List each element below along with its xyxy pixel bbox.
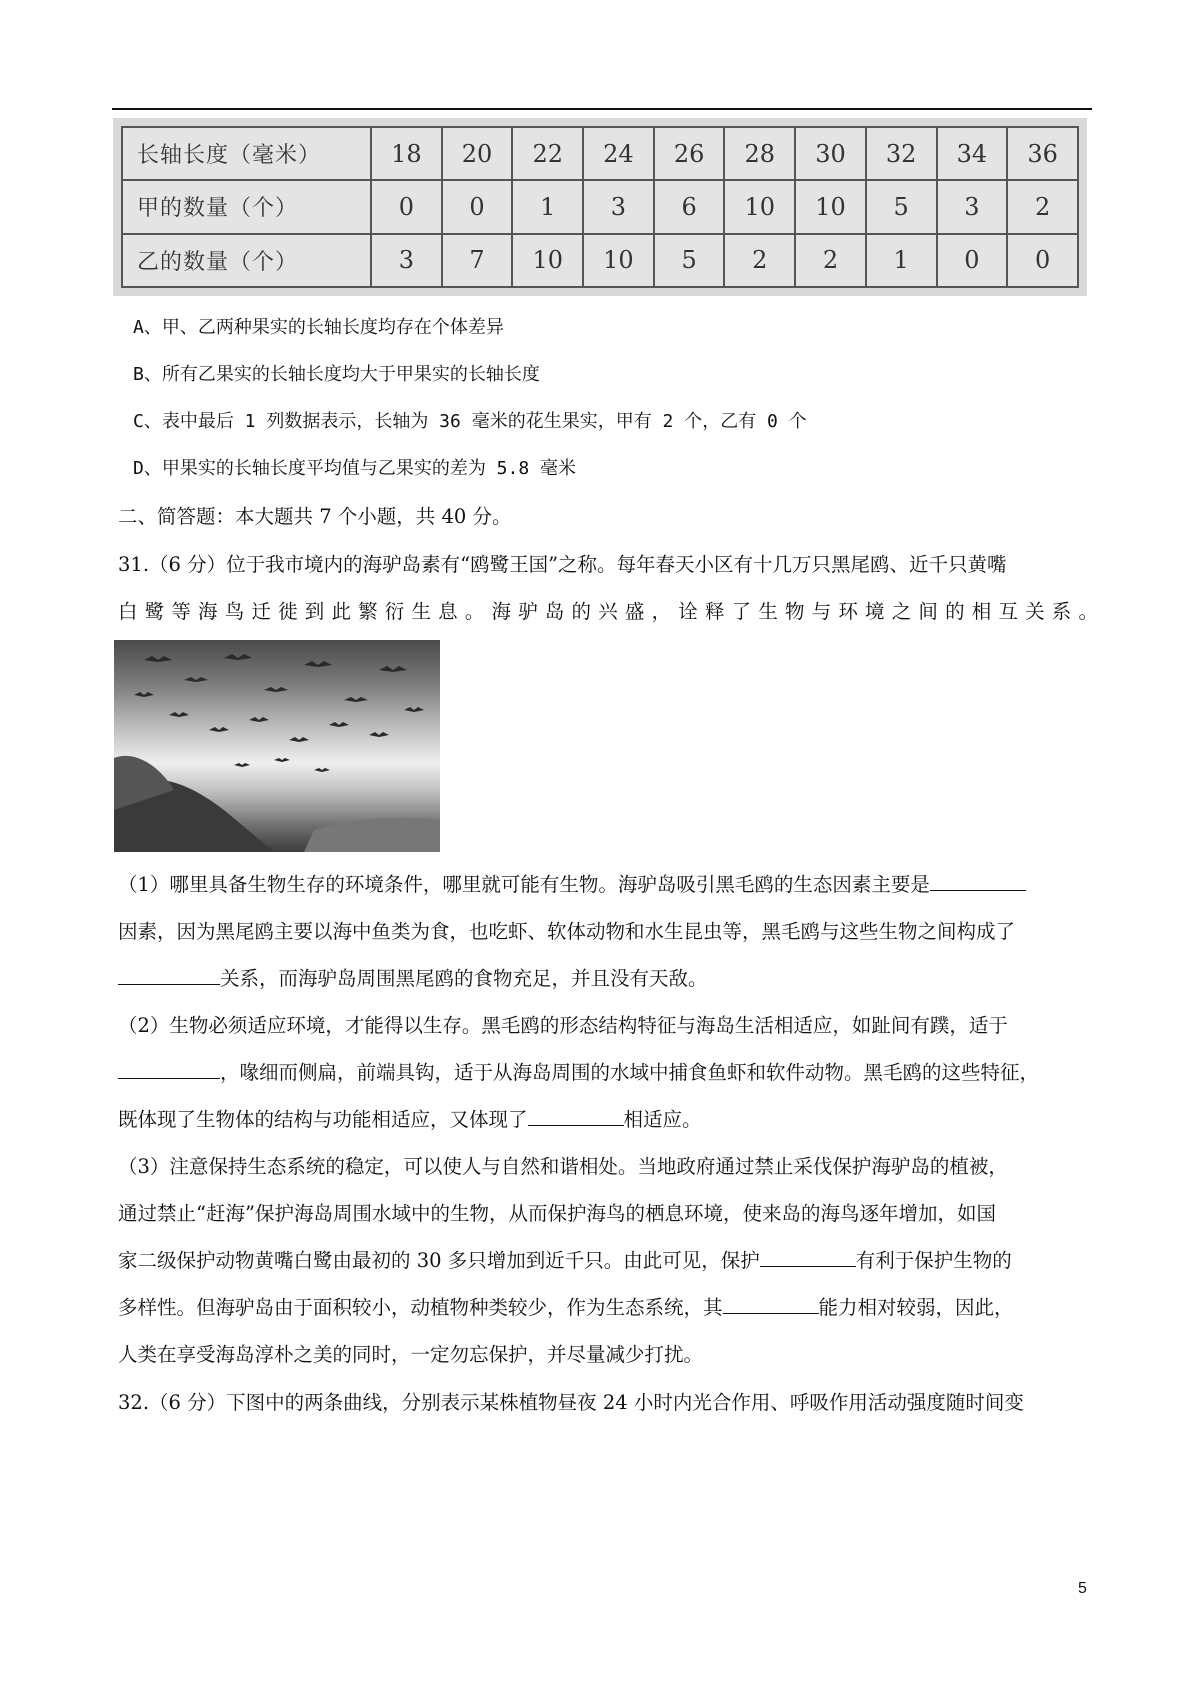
table-cell: 10 [795,180,866,233]
table-cell: 18 [371,127,442,180]
table-cell: 1 [866,234,937,287]
q31-part1-text: 关系，而海驴岛周围黑尾鸥的食物充足，并且没有天敌。 [220,967,708,990]
q31-part3-line4 [118,1293,1098,1323]
q31-part3-line2: 通过禁止“赶海”保护海岛周围水域中的生物，从而保护海鸟的栖息环境，使来岛的海鸟逐年增加，如国 [118,1202,996,1225]
q31-part2-text: 既体现了生物体的结构与功能相适应，又体现了 [118,1108,528,1131]
data-table-image [113,118,1087,296]
q31-part3-text: 多样性。但海驴岛由于面积较小，动植物种类较少，作为生态系统，其 [118,1296,723,1319]
table-header-row [122,127,1078,180]
table-row [122,180,1078,233]
table-cell: 2 [1007,180,1078,233]
table-row [122,234,1078,287]
table-cell: 10 [724,180,795,233]
q31-part2-text: 相适应。 [623,1108,702,1131]
table-cell: 10 [512,234,583,287]
q31-part3-text: 家二级保护动物黄嘴白鹭由最初的 30 多只增加到近千只。由此可见，保护 [118,1249,760,1272]
q31-part1-text: （1）哪里具备生物生存的环境条件，哪里就可能有生物。海驴岛吸引黑毛鸥的生态因素主要是 [118,873,930,896]
q31-part3-line5: 人类在享受海岛淳朴之美的同时，一定勿忘保护，并尽量减少打扰。 [118,1343,704,1366]
q31-part3-text: 有利于保护生物的 [855,1249,1012,1272]
table-cell: 26 [654,127,725,180]
table-cell: 20 [442,127,513,180]
q31-intro-line1: 31.（6 分）位于我市境内的海驴岛素有“鸥鹭王国”之称。每年春天小区有十几万只黑尾鸥、近千只黄嘴 [118,553,1007,576]
table-cell: 3 [583,180,654,233]
section-heading: 二、简答题：本大题共 7 个小题，共 40 分。 [118,505,512,528]
q31-part1-line1 [118,870,1098,900]
option-a: A、甲、乙两种果实的长轴长度均存在个体差异 [133,317,504,338]
answer-blank[interactable] [930,870,1026,891]
q31-part2-text: ，喙细而侧扁，前端具钩，适于从海岛周围的水域中捕食鱼虾和软件动物。黑毛鸥的这些特征， [220,1061,1040,1084]
table-cell: 0 [937,234,1008,287]
q31-part1-line3 [118,964,1098,994]
table-cell: 36 [1007,127,1078,180]
table-cell: 3 [371,234,442,287]
table-cell: 32 [866,127,937,180]
table-cell: 2 [724,234,795,287]
table-cell: 3 [937,180,1008,233]
table-cell: 28 [724,127,795,180]
answer-blank[interactable] [118,1058,220,1079]
table-cell: 1 [512,180,583,233]
q31-part3-line3 [118,1246,1098,1276]
table-cell: 5 [654,234,725,287]
q31-part2-line1: （2）生物必须适应环境，才能得以生存。黑毛鸥的形态结构特征与海岛生活相适应，如趾间有蹼，适于 [118,1014,1008,1037]
table-header-label: 长轴长度（毫米） [122,127,371,180]
table-cell: 0 [1007,234,1078,287]
table-row-label: 乙的数量（个） [122,234,371,287]
option-d: D、甲果实的长轴长度平均值与乙果实的差为 5.8 毫米 [133,458,577,479]
answer-blank[interactable] [760,1246,856,1267]
q31-intro-line2: 白鹭等海鸟迁徙到此繁衍生息。海驴岛的兴盛，诠释了生物与环境之间的相互关系。 [118,600,1098,623]
table-cell: 22 [512,127,583,180]
header-rule [112,108,1092,110]
q31-part2-line2 [118,1058,1098,1088]
table-cell: 30 [795,127,866,180]
table-cell: 7 [442,234,513,287]
table-cell: 10 [583,234,654,287]
q31-part3-line1: （3）注意保持生态系统的稳定，可以使人与自然和谐相处。当地政府通过禁止采伐保护海驴岛的植被， [118,1155,1008,1178]
option-c: C、表中最后 1 列数据表示，长轴为 36 毫米的花生果实，甲有 2 个，乙有 0 个 [133,411,807,432]
table-row-label: 甲的数量（个） [122,180,371,233]
answer-blank[interactable] [118,964,220,985]
table-cell: 6 [654,180,725,233]
table-cell: 2 [795,234,866,287]
table-cell: 34 [937,127,1008,180]
answer-blank[interactable] [723,1293,819,1314]
peanut-length-table [121,126,1079,288]
q32-line1: 32.（6 分）下图中的两条曲线，分别表示某株植物昼夜 24 小时内光合作用、呼吸作用活动强度随时间变 [118,1391,1024,1414]
q31-part3-text: 能力相对较弱，因此， [818,1296,1014,1319]
table-cell: 5 [866,180,937,233]
answer-blank[interactable] [528,1105,624,1126]
table-cell: 0 [442,180,513,233]
option-b: B、所有乙果实的长轴长度均大于甲果实的长轴长度 [133,364,540,385]
seabird-photo [114,640,440,852]
q31-part1-line2: 因素，因为黑尾鸥主要以海中鱼类为食，也吃虾、软体动物和水生昆虫等，黑毛鸥与这些生物之间构成了 [118,920,1016,943]
page-number: 5 [1078,1580,1087,1597]
table-cell: 0 [371,180,442,233]
table-cell: 24 [583,127,654,180]
q31-part2-line3 [118,1105,1098,1135]
